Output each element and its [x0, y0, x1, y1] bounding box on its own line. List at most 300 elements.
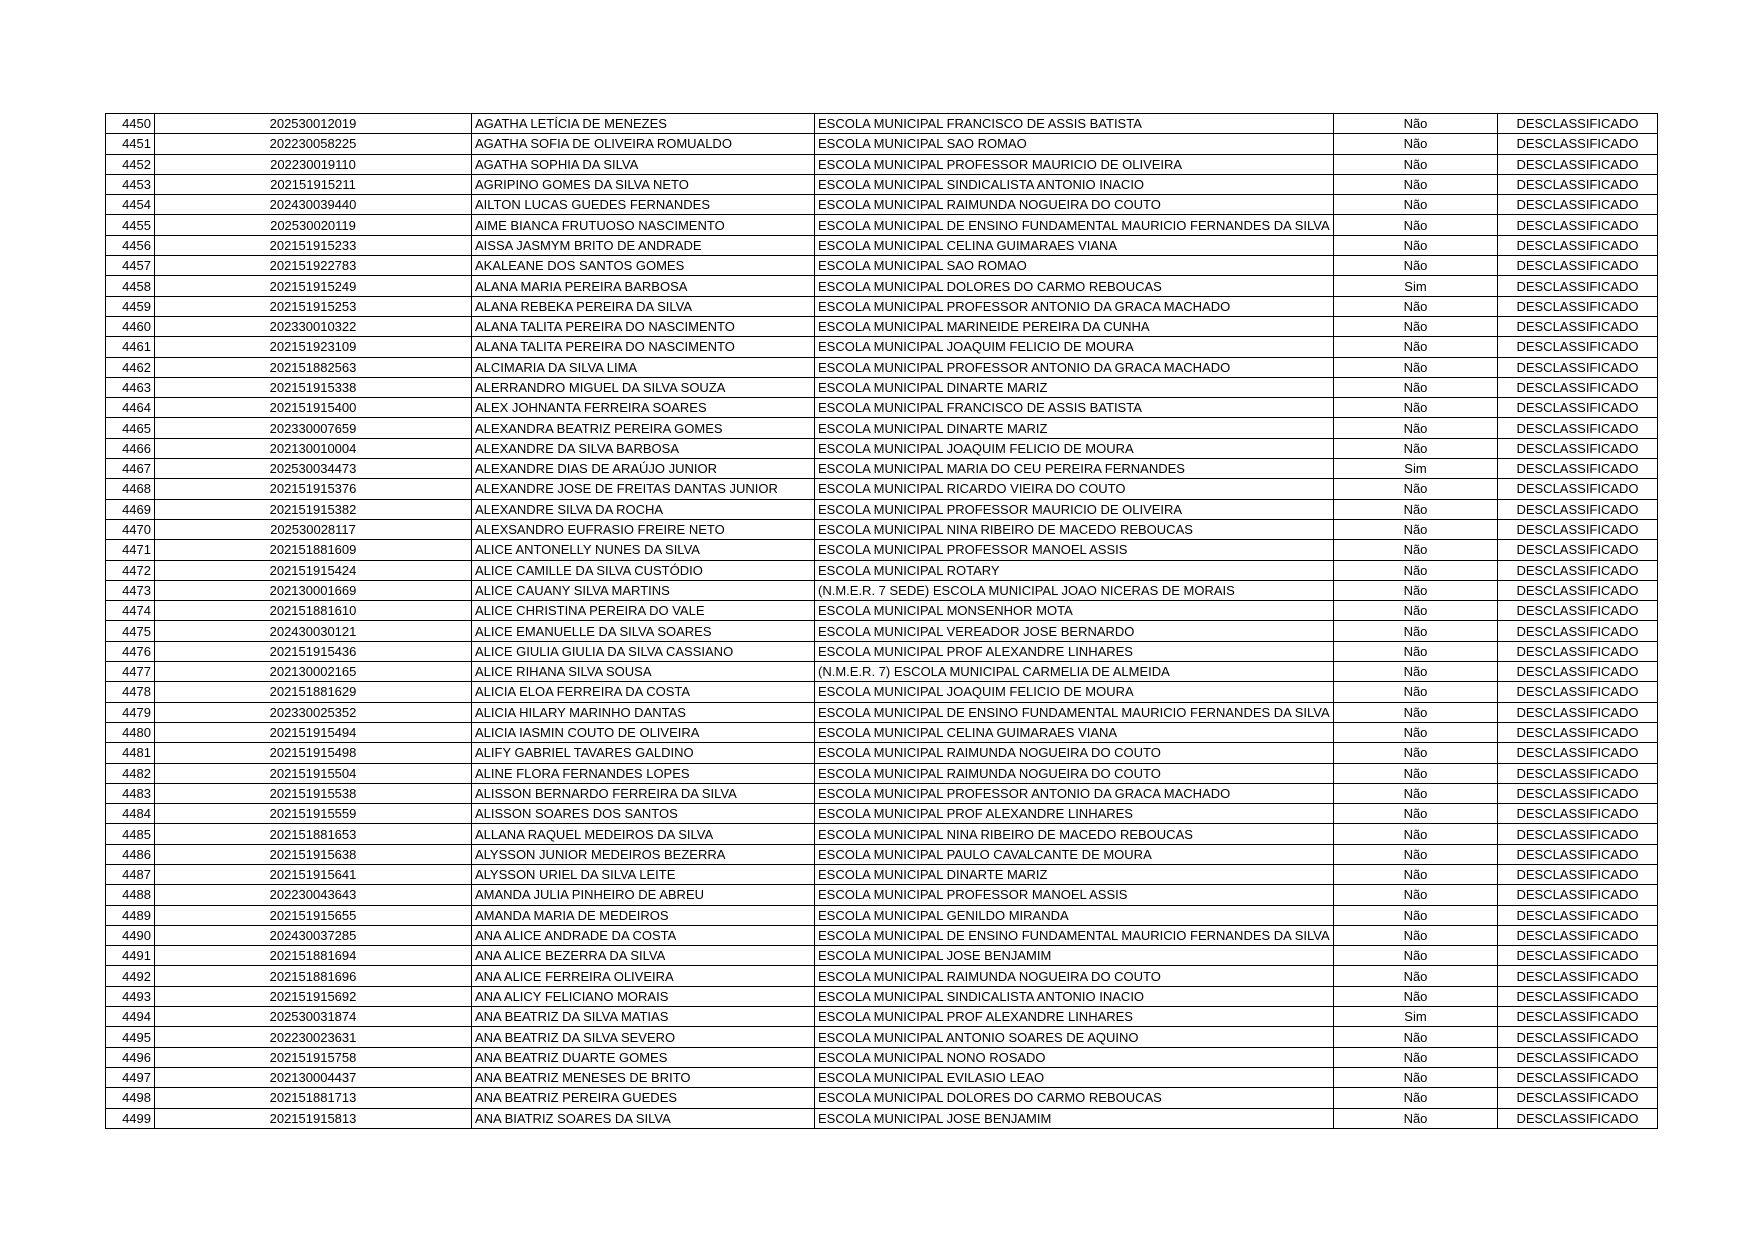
table-row [106, 824, 1658, 844]
row-number: 4475 [106, 621, 155, 641]
student-name: ALICE CHRISTINA PEREIRA DO VALE [472, 601, 815, 621]
table-row [106, 459, 1658, 479]
school-name: ESCOLA MUNICIPAL JOAQUIM FELICIO DE MOURA [815, 337, 1334, 357]
row-number: 4452 [106, 154, 155, 174]
status-value: DESCLASSIFICADO [1498, 519, 1658, 539]
status-value: DESCLASSIFICADO [1498, 459, 1658, 479]
student-name: ANA ALICE ANDRADE DA COSTA [472, 925, 815, 945]
status-value: DESCLASSIFICADO [1498, 844, 1658, 864]
registration-code: 202151881610 [155, 601, 472, 621]
row-number: 4495 [106, 1027, 155, 1047]
status-value: DESCLASSIFICADO [1498, 1007, 1658, 1027]
registration-code: 202330025352 [155, 702, 472, 722]
flag-value: Não [1334, 621, 1498, 641]
flag-value: Não [1334, 966, 1498, 986]
school-name: ESCOLA MUNICIPAL JOSE BENJAMIM [815, 1108, 1334, 1128]
flag-value: Não [1334, 235, 1498, 255]
registration-code: 202530034473 [155, 459, 472, 479]
student-name: ANA BEATRIZ MENESES DE BRITO [472, 1067, 815, 1087]
status-value: DESCLASSIFICADO [1498, 946, 1658, 966]
student-name: ALICE EMANUELLE DA SILVA SOARES [472, 621, 815, 641]
student-name: ANA BEATRIZ DA SILVA SEVERO [472, 1027, 815, 1047]
status-value: DESCLASSIFICADO [1498, 662, 1658, 682]
table-row [106, 641, 1658, 661]
flag-value: Não [1334, 560, 1498, 580]
flag-value: Não [1334, 662, 1498, 682]
student-name: AGRIPINO GOMES DA SILVA NETO [472, 174, 815, 194]
student-name: ALEXANDRE DIAS DE ARAÚJO JUNIOR [472, 459, 815, 479]
student-name: ALISSON BERNARDO FERREIRA DA SILVA [472, 783, 815, 803]
status-value: DESCLASSIFICADO [1498, 377, 1658, 397]
status-value: DESCLASSIFICADO [1498, 966, 1658, 986]
school-name: ESCOLA MUNICIPAL NINA RIBEIRO DE MACEDO REBOUCAS [815, 519, 1334, 539]
flag-value: Sim [1334, 276, 1498, 296]
status-value: DESCLASSIFICADO [1498, 621, 1658, 641]
table-row [106, 763, 1658, 783]
school-name: ESCOLA MUNICIPAL DE ENSINO FUNDAMENTAL MAURICIO FERNANDES DA SILVA [815, 215, 1334, 235]
school-name: ESCOLA MUNICIPAL VEREADOR JOSE BERNARDO [815, 621, 1334, 641]
school-name: ESCOLA MUNICIPAL EVILASIO LEAO [815, 1067, 1334, 1087]
registration-code: 202151881629 [155, 682, 472, 702]
status-value: DESCLASSIFICADO [1498, 114, 1658, 134]
student-name: AMANDA MARIA DE MEDEIROS [472, 905, 815, 925]
school-name: ESCOLA MUNICIPAL SINDICALISTA ANTONIO INACIO [815, 174, 1334, 194]
table-row [106, 134, 1658, 154]
row-number: 4450 [106, 114, 155, 134]
table-row [106, 316, 1658, 336]
table-row [106, 276, 1658, 296]
row-number: 4454 [106, 195, 155, 215]
table-row [106, 499, 1658, 519]
student-name: ALLANA RAQUEL MEDEIROS DA SILVA [472, 824, 815, 844]
table-row [106, 580, 1658, 600]
row-number: 4485 [106, 824, 155, 844]
school-name: ESCOLA MUNICIPAL PROFESSOR ANTONIO DA GRACA MACHADO [815, 296, 1334, 316]
row-number: 4498 [106, 1088, 155, 1108]
table-row [106, 986, 1658, 1006]
school-name: ESCOLA MUNICIPAL DINARTE MARIZ [815, 377, 1334, 397]
table-row [106, 337, 1658, 357]
table-row [106, 438, 1658, 458]
row-number: 4493 [106, 986, 155, 1006]
status-value: DESCLASSIFICADO [1498, 1047, 1658, 1067]
registration-code: 202151915424 [155, 560, 472, 580]
table-row [106, 235, 1658, 255]
row-number: 4470 [106, 519, 155, 539]
student-name: ALICIA IASMIN COUTO DE OLIVEIRA [472, 722, 815, 742]
table-row [106, 479, 1658, 499]
student-name: ANA BIATRIZ SOARES DA SILVA [472, 1108, 815, 1128]
row-number: 4478 [106, 682, 155, 702]
school-name: ESCOLA MUNICIPAL PROFESSOR MANOEL ASSIS [815, 885, 1334, 905]
registration-code: 202151915233 [155, 235, 472, 255]
registration-code: 202330010322 [155, 316, 472, 336]
student-name: ALICE GIULIA GIULIA DA SILVA CASSIANO [472, 641, 815, 661]
flag-value: Não [1334, 256, 1498, 276]
table-row [106, 722, 1658, 742]
table-row [106, 560, 1658, 580]
school-name: ESCOLA MUNICIPAL PROF ALEXANDRE LINHARES [815, 804, 1334, 824]
student-name: AISSA JASMYM BRITO DE ANDRADE [472, 235, 815, 255]
row-number: 4486 [106, 844, 155, 864]
student-name: ALYSSON JUNIOR MEDEIROS BEZERRA [472, 844, 815, 864]
results-table-body [106, 114, 1658, 1129]
registration-code: 202151922783 [155, 256, 472, 276]
school-name: ESCOLA MUNICIPAL ANTONIO SOARES DE AQUINO [815, 1027, 1334, 1047]
flag-value: Não [1334, 418, 1498, 438]
flag-value: Não [1334, 398, 1498, 418]
table-row [106, 885, 1658, 905]
row-number: 4496 [106, 1047, 155, 1067]
status-value: DESCLASSIFICADO [1498, 195, 1658, 215]
flag-value: Não [1334, 195, 1498, 215]
flag-value: Não [1334, 499, 1498, 519]
registration-code: 202530020119 [155, 215, 472, 235]
school-name: ESCOLA MUNICIPAL JOAQUIM FELICIO DE MOURA [815, 438, 1334, 458]
school-name: ESCOLA MUNICIPAL DINARTE MARIZ [815, 418, 1334, 438]
student-name: AMANDA JULIA PINHEIRO DE ABREU [472, 885, 815, 905]
registration-code: 202151915655 [155, 905, 472, 925]
student-name: ALICE RIHANA SILVA SOUSA [472, 662, 815, 682]
status-value: DESCLASSIFICADO [1498, 783, 1658, 803]
flag-value: Não [1334, 540, 1498, 560]
status-value: DESCLASSIFICADO [1498, 398, 1658, 418]
row-number: 4453 [106, 174, 155, 194]
row-number: 4455 [106, 215, 155, 235]
flag-value: Não [1334, 438, 1498, 458]
student-name: ANA BEATRIZ DUARTE GOMES [472, 1047, 815, 1067]
status-value: DESCLASSIFICADO [1498, 1027, 1658, 1047]
student-name: AILTON LUCAS GUEDES FERNANDES [472, 195, 815, 215]
row-number: 4481 [106, 743, 155, 763]
table-row [106, 1067, 1658, 1087]
school-name: ESCOLA MUNICIPAL PROFESSOR ANTONIO DA GRACA MACHADO [815, 357, 1334, 377]
table-row [106, 905, 1658, 925]
student-name: ALICE CAUANY SILVA MARTINS [472, 580, 815, 600]
table-row [106, 174, 1658, 194]
flag-value: Não [1334, 154, 1498, 174]
student-name: ALICE CAMILLE DA SILVA CUSTÓDIO [472, 560, 815, 580]
flag-value: Não [1334, 783, 1498, 803]
row-number: 4473 [106, 580, 155, 600]
registration-code: 202530031874 [155, 1007, 472, 1027]
student-name: ANA BEATRIZ PEREIRA GUEDES [472, 1088, 815, 1108]
table-row [106, 601, 1658, 621]
status-value: DESCLASSIFICADO [1498, 986, 1658, 1006]
registration-code: 202151881713 [155, 1088, 472, 1108]
row-number: 4472 [106, 560, 155, 580]
registration-code: 202151882563 [155, 357, 472, 377]
registration-code: 202151881609 [155, 540, 472, 560]
registration-code: 202430030121 [155, 621, 472, 641]
school-name: ESCOLA MUNICIPAL NONO ROSADO [815, 1047, 1334, 1067]
registration-code: 202130001669 [155, 580, 472, 600]
row-number: 4484 [106, 804, 155, 824]
registration-code: 202151881694 [155, 946, 472, 966]
row-number: 4468 [106, 479, 155, 499]
flag-value: Não [1334, 1108, 1498, 1128]
school-name: ESCOLA MUNICIPAL DINARTE MARIZ [815, 864, 1334, 884]
flag-value: Não [1334, 722, 1498, 742]
flag-value: Não [1334, 134, 1498, 154]
table-row [106, 357, 1658, 377]
registration-code: 202151915498 [155, 743, 472, 763]
registration-code: 202130010004 [155, 438, 472, 458]
school-name: ESCOLA MUNICIPAL PROF ALEXANDRE LINHARES [815, 641, 1334, 661]
status-value: DESCLASSIFICADO [1498, 824, 1658, 844]
row-number: 4462 [106, 357, 155, 377]
flag-value: Não [1334, 174, 1498, 194]
status-value: DESCLASSIFICADO [1498, 215, 1658, 235]
status-value: DESCLASSIFICADO [1498, 1067, 1658, 1087]
registration-code: 202151915559 [155, 804, 472, 824]
school-name: ESCOLA MUNICIPAL ROTARY [815, 560, 1334, 580]
registration-code: 202151915382 [155, 499, 472, 519]
student-name: ALINE FLORA FERNANDES LOPES [472, 763, 815, 783]
school-name: ESCOLA MUNICIPAL CELINA GUIMARAES VIANA [815, 235, 1334, 255]
table-row [106, 925, 1658, 945]
table-row [106, 743, 1658, 763]
student-name: ALANA MARIA PEREIRA BARBOSA [472, 276, 815, 296]
registration-code: 202151915338 [155, 377, 472, 397]
table-row [106, 1088, 1658, 1108]
row-number: 4457 [106, 256, 155, 276]
flag-value: Não [1334, 925, 1498, 945]
student-name: ALEXANDRE SILVA DA ROCHA [472, 499, 815, 519]
table-row [106, 621, 1658, 641]
school-name: ESCOLA MUNICIPAL RAIMUNDA NOGUEIRA DO COUTO [815, 966, 1334, 986]
student-name: ALEXSANDRO EUFRASIO FREIRE NETO [472, 519, 815, 539]
school-name: ESCOLA MUNICIPAL SINDICALISTA ANTONIO INACIO [815, 986, 1334, 1006]
status-value: DESCLASSIFICADO [1498, 682, 1658, 702]
flag-value: Não [1334, 519, 1498, 539]
registration-code: 202151915253 [155, 296, 472, 316]
registration-code: 202530028117 [155, 519, 472, 539]
registration-code: 202151915249 [155, 276, 472, 296]
school-name: ESCOLA MUNICIPAL JOAQUIM FELICIO DE MOURA [815, 682, 1334, 702]
row-number: 4471 [106, 540, 155, 560]
school-name: ESCOLA MUNICIPAL RAIMUNDA NOGUEIRA DO COUTO [815, 743, 1334, 763]
school-name: ESCOLA MUNICIPAL SAO ROMAO [815, 134, 1334, 154]
registration-code: 202151915436 [155, 641, 472, 661]
flag-value: Não [1334, 641, 1498, 661]
row-number: 4456 [106, 235, 155, 255]
table-row [106, 377, 1658, 397]
flag-value: Não [1334, 885, 1498, 905]
school-name: ESCOLA MUNICIPAL MARIA DO CEU PEREIRA FERNANDES [815, 459, 1334, 479]
student-name: AKALEANE DOS SANTOS GOMES [472, 256, 815, 276]
row-number: 4466 [106, 438, 155, 458]
status-value: DESCLASSIFICADO [1498, 438, 1658, 458]
status-value: DESCLASSIFICADO [1498, 256, 1658, 276]
registration-code: 202151923109 [155, 337, 472, 357]
status-value: DESCLASSIFICADO [1498, 174, 1658, 194]
student-name: AGATHA LETÍCIA DE MENEZES [472, 114, 815, 134]
status-value: DESCLASSIFICADO [1498, 702, 1658, 722]
flag-value: Não [1334, 1047, 1498, 1067]
school-name: ESCOLA MUNICIPAL PAULO CAVALCANTE DE MOURA [815, 844, 1334, 864]
status-value: DESCLASSIFICADO [1498, 925, 1658, 945]
registration-code: 202151915692 [155, 986, 472, 1006]
flag-value: Não [1334, 1027, 1498, 1047]
status-value: DESCLASSIFICADO [1498, 1108, 1658, 1128]
registration-code: 202151915400 [155, 398, 472, 418]
table-row [106, 296, 1658, 316]
student-name: ALICE ANTONELLY NUNES DA SILVA [472, 540, 815, 560]
school-name: ESCOLA MUNICIPAL PROFESSOR MAURICIO DE OLIVEIRA [815, 154, 1334, 174]
student-name: ALANA TALITA PEREIRA DO NASCIMENTO [472, 316, 815, 336]
row-number: 4480 [106, 722, 155, 742]
school-name: ESCOLA MUNICIPAL DE ENSINO FUNDAMENTAL MAURICIO FERNANDES DA SILVA [815, 702, 1334, 722]
flag-value: Não [1334, 296, 1498, 316]
student-name: ALANA REBEKA PEREIRA DA SILVA [472, 296, 815, 316]
table-row [106, 519, 1658, 539]
table-row [106, 702, 1658, 722]
school-name: ESCOLA MUNICIPAL FRANCISCO DE ASSIS BATISTA [815, 114, 1334, 134]
flag-value: Não [1334, 844, 1498, 864]
flag-value: Não [1334, 215, 1498, 235]
status-value: DESCLASSIFICADO [1498, 885, 1658, 905]
row-number: 4469 [106, 499, 155, 519]
student-name: ANA BEATRIZ DA SILVA MATIAS [472, 1007, 815, 1027]
flag-value: Não [1334, 601, 1498, 621]
school-name: ESCOLA MUNICIPAL CELINA GUIMARAES VIANA [815, 722, 1334, 742]
status-value: DESCLASSIFICADO [1498, 560, 1658, 580]
flag-value: Não [1334, 377, 1498, 397]
row-number: 4487 [106, 864, 155, 884]
flag-value: Não [1334, 357, 1498, 377]
student-name: ALICIA ELOA FERREIRA DA COSTA [472, 682, 815, 702]
registration-code: 202130004437 [155, 1067, 472, 1087]
registration-code: 202151881653 [155, 824, 472, 844]
table-row [106, 966, 1658, 986]
status-value: DESCLASSIFICADO [1498, 580, 1658, 600]
flag-value: Não [1334, 763, 1498, 783]
table-row [106, 864, 1658, 884]
row-number: 4451 [106, 134, 155, 154]
school-name: ESCOLA MUNICIPAL JOSE BENJAMIM [815, 946, 1334, 966]
student-name: ALCIMARIA DA SILVA LIMA [472, 357, 815, 377]
status-value: DESCLASSIFICADO [1498, 743, 1658, 763]
registration-code: 202230058225 [155, 134, 472, 154]
row-number: 4461 [106, 337, 155, 357]
flag-value: Não [1334, 337, 1498, 357]
row-number: 4467 [106, 459, 155, 479]
school-name: (N.M.E.R. 7) ESCOLA MUNICIPAL CARMELIA DE ALMEIDA [815, 662, 1334, 682]
school-name: ESCOLA MUNICIPAL NINA RIBEIRO DE MACEDO REBOUCAS [815, 824, 1334, 844]
status-value: DESCLASSIFICADO [1498, 1088, 1658, 1108]
table-row [106, 1007, 1658, 1027]
table-row [106, 114, 1658, 134]
school-name: ESCOLA MUNICIPAL DOLORES DO CARMO REBOUCAS [815, 1088, 1334, 1108]
row-number: 4499 [106, 1108, 155, 1128]
table-row [106, 1027, 1658, 1047]
row-number: 4465 [106, 418, 155, 438]
row-number: 4488 [106, 885, 155, 905]
row-number: 4458 [106, 276, 155, 296]
row-number: 4482 [106, 763, 155, 783]
table-row [106, 946, 1658, 966]
registration-code: 202151915641 [155, 864, 472, 884]
school-name: ESCOLA MUNICIPAL SAO ROMAO [815, 256, 1334, 276]
row-number: 4464 [106, 398, 155, 418]
student-name: ALEXANDRE DA SILVA BARBOSA [472, 438, 815, 458]
student-name: ALEX JOHNANTA FERREIRA SOARES [472, 398, 815, 418]
row-number: 4463 [106, 377, 155, 397]
registration-code: 202151915813 [155, 1108, 472, 1128]
row-number: 4492 [106, 966, 155, 986]
flag-value: Não [1334, 986, 1498, 1006]
registration-code: 202230043643 [155, 885, 472, 905]
school-name: (N.M.E.R. 7 SEDE) ESCOLA MUNICIPAL JOAO NICERAS DE MORAIS [815, 580, 1334, 600]
registration-code: 202330007659 [155, 418, 472, 438]
registration-code: 202230023631 [155, 1027, 472, 1047]
row-number: 4483 [106, 783, 155, 803]
student-name: ALEXANDRE JOSE DE FREITAS DANTAS JUNIOR [472, 479, 815, 499]
student-name: AGATHA SOPHIA DA SILVA [472, 154, 815, 174]
flag-value: Não [1334, 946, 1498, 966]
status-value: DESCLASSIFICADO [1498, 864, 1658, 884]
status-value: DESCLASSIFICADO [1498, 499, 1658, 519]
school-name: ESCOLA MUNICIPAL DE ENSINO FUNDAMENTAL MAURICIO FERNANDES DA SILVA [815, 925, 1334, 945]
student-name: ALEXANDRA BEATRIZ PEREIRA GOMES [472, 418, 815, 438]
flag-value: Não [1334, 479, 1498, 499]
student-name: ANA ALICY FELICIANO MORAIS [472, 986, 815, 1006]
flag-value: Não [1334, 864, 1498, 884]
table-row [106, 540, 1658, 560]
registration-code: 202151881696 [155, 966, 472, 986]
status-value: DESCLASSIFICADO [1498, 763, 1658, 783]
status-value: DESCLASSIFICADO [1498, 641, 1658, 661]
school-name: ESCOLA MUNICIPAL PROF ALEXANDRE LINHARES [815, 1007, 1334, 1027]
student-name: AIME BIANCA FRUTUOSO NASCIMENTO [472, 215, 815, 235]
school-name: ESCOLA MUNICIPAL PROFESSOR ANTONIO DA GRACA MACHADO [815, 783, 1334, 803]
status-value: DESCLASSIFICADO [1498, 276, 1658, 296]
registration-code: 202530012019 [155, 114, 472, 134]
results-sheet [105, 113, 1657, 1129]
status-value: DESCLASSIFICADO [1498, 905, 1658, 925]
school-name: ESCOLA MUNICIPAL MARINEIDE PEREIRA DA CUNHA [815, 316, 1334, 336]
flag-value: Não [1334, 682, 1498, 702]
status-value: DESCLASSIFICADO [1498, 601, 1658, 621]
registration-code: 202151915504 [155, 763, 472, 783]
registration-code: 202430039440 [155, 195, 472, 215]
table-row [106, 682, 1658, 702]
status-value: DESCLASSIFICADO [1498, 357, 1658, 377]
flag-value: Não [1334, 316, 1498, 336]
status-value: DESCLASSIFICADO [1498, 337, 1658, 357]
row-number: 4479 [106, 702, 155, 722]
flag-value: Não [1334, 804, 1498, 824]
table-row [106, 398, 1658, 418]
flag-value: Não [1334, 824, 1498, 844]
flag-value: Não [1334, 580, 1498, 600]
status-value: DESCLASSIFICADO [1498, 540, 1658, 560]
student-name: ANA ALICE FERREIRA OLIVEIRA [472, 966, 815, 986]
student-name: ALISSON SOARES DOS SANTOS [472, 804, 815, 824]
school-name: ESCOLA MUNICIPAL RAIMUNDA NOGUEIRA DO COUTO [815, 195, 1334, 215]
school-name: ESCOLA MUNICIPAL PROFESSOR MANOEL ASSIS [815, 540, 1334, 560]
flag-value: Não [1334, 702, 1498, 722]
row-number: 4491 [106, 946, 155, 966]
school-name: ESCOLA MUNICIPAL MONSENHOR MOTA [815, 601, 1334, 621]
school-name: ESCOLA MUNICIPAL PROFESSOR MAURICIO DE OLIVEIRA [815, 499, 1334, 519]
table-row [106, 804, 1658, 824]
flag-value: Não [1334, 743, 1498, 763]
flag-value: Não [1334, 1067, 1498, 1087]
table-row [106, 195, 1658, 215]
table-row [106, 1047, 1658, 1067]
